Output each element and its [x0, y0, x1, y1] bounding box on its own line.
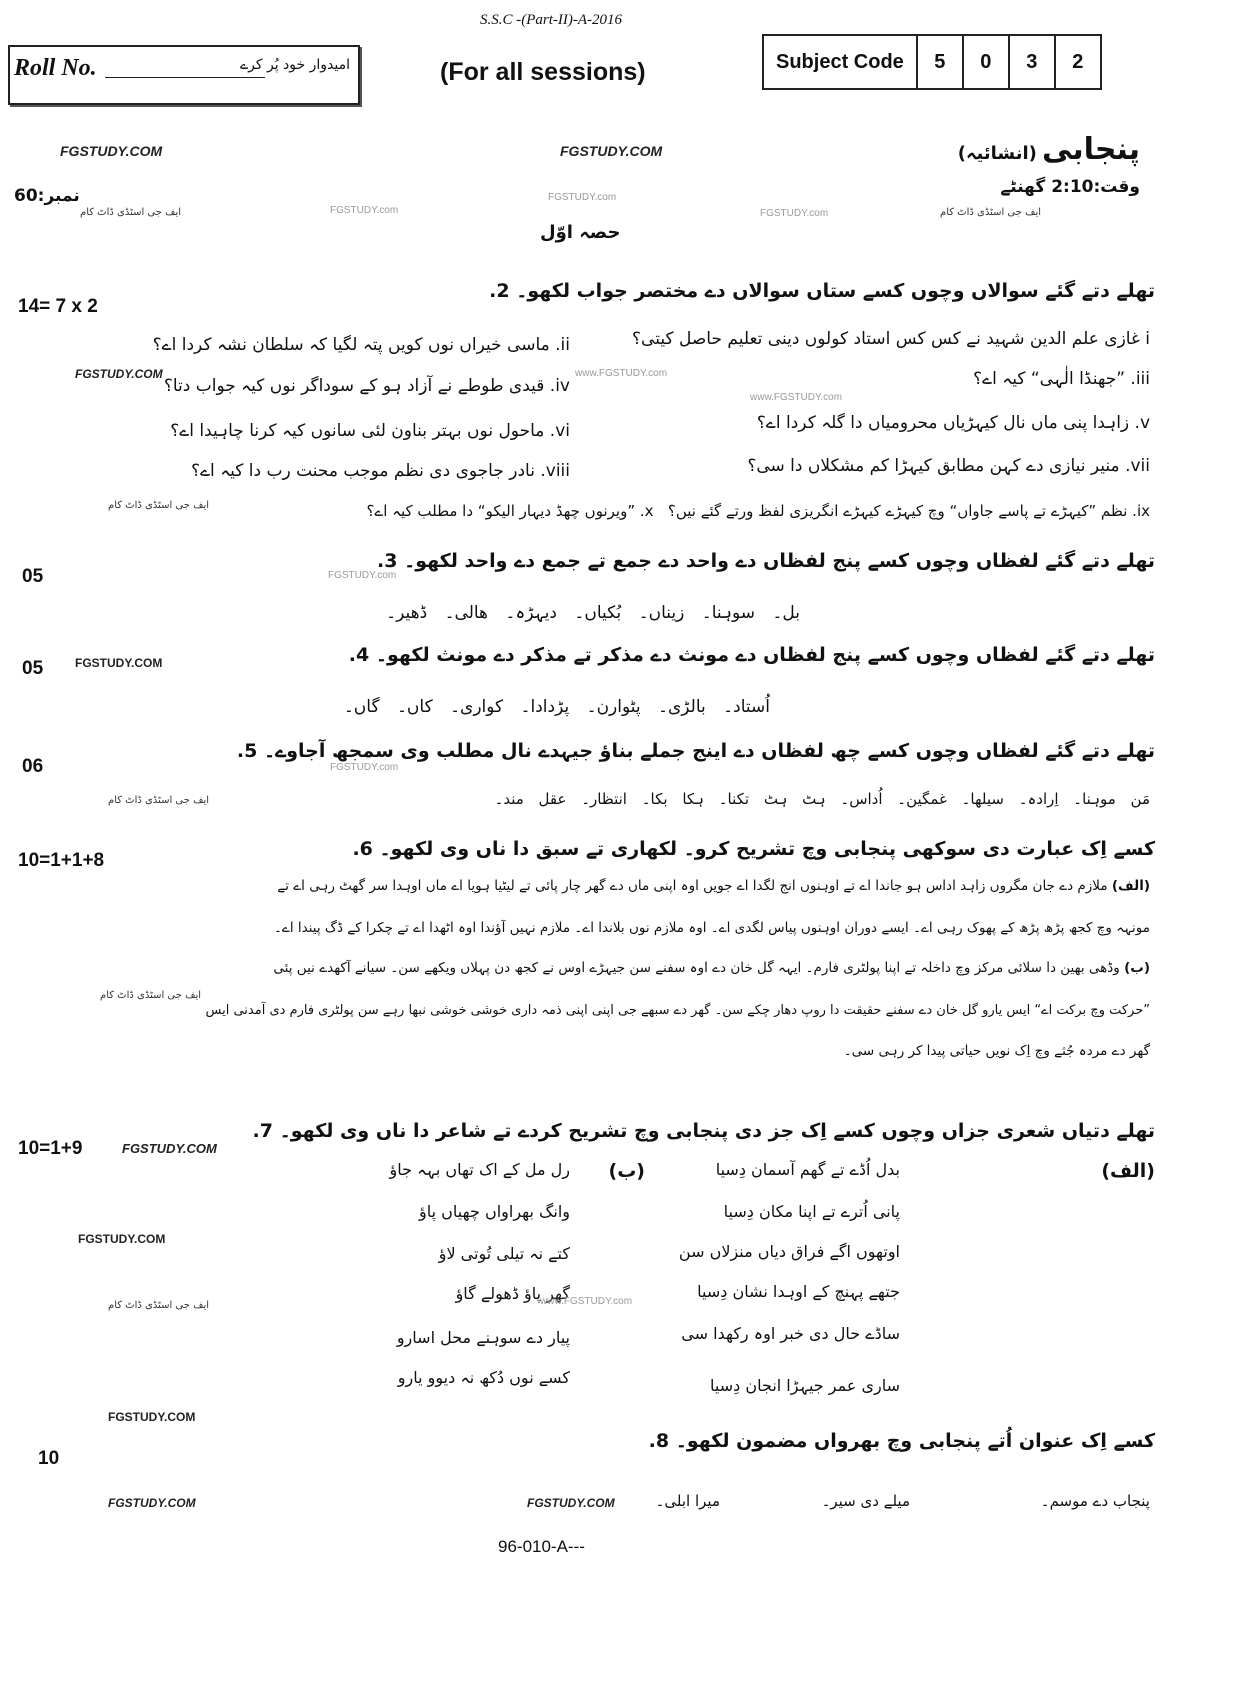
q6-passage-a-line2: مونہہ وچ کجھ پڑھ پڑھ کے پھوک رہی اے۔ ایسے دوران اوہنوں پیاس لگدی اے۔ اوہ ملازم نوں بلاندا اے۔ ملازم نہیں آؤندا اوہ اٹھدا اے تے چکرا کے ڈگ پیندا اے۔ — [274, 920, 1150, 936]
watermark: FGSTUDY.COM — [60, 143, 163, 159]
roll-urdu-note: امیدوار خود پُر کرے — [239, 57, 350, 73]
poem-b-line: وانگ بھراواں چھیاں پاؤ — [419, 1202, 570, 1221]
subject-code-digit: 3 — [1008, 36, 1054, 88]
q6-heading: کسے اِک عبارت دی سوکھی پنجابی وچ تشریح کرو۔ لکھاری تے سبق دا ناں وی لکھو۔ 6. — [352, 838, 1155, 860]
subject-code-digit: 2 — [1054, 36, 1100, 88]
q2-heading — [489, 280, 1155, 302]
q4-marks: 05 — [22, 658, 44, 679]
subject-name: پنجابی — [1041, 132, 1140, 167]
watermark-urdu: ایف جی اسٹڈی ڈاٹ کام — [940, 207, 1042, 218]
poem-b-line: کسے نوں دُکھ نہ دیوو یارو — [397, 1368, 570, 1387]
watermark: FGSTUDY.COM — [78, 1232, 166, 1246]
q7-part-a-label: (الف) — [1101, 1160, 1155, 1182]
q2-item-vi: vi. ماحول نوں بہتر بناون لئی سانوں کیہ کرنا چاہیدا اے؟ — [170, 421, 570, 441]
roll-label: Roll No. — [14, 55, 97, 81]
q6-passage-b-line1: (ب) وڈھی بھین دا سلائی مرکز وچ داخلہ تے اپنا پولٹری فارم۔ ایہہ گل خان دے اوہ سفنے سن جیہڑے اوس نے کجھ دن پہلاں ویکھے سن۔ سیانے آکھدے نیں پئی — [273, 960, 1150, 976]
watermark-urdu: ایف جی اسٹڈی ڈاٹ کام — [100, 990, 202, 1001]
watermark-urdu: ایف جی اسٹڈی ڈاٹ کام — [80, 207, 182, 218]
q7-heading: تھلے دتیاں شعری جزاں وچوں کسے اِک جز دی پنجابی وچ تشریح کردے تے شاعر دا ناں وی لکھو۔ 7. — [252, 1120, 1155, 1142]
footer-code: 96-010-A--- — [498, 1537, 585, 1556]
watermark: www.FGSTUDY.com — [540, 1296, 633, 1307]
poem-b-line: پیار دے سوہنے محل اسارو — [396, 1328, 570, 1347]
time-allowed: وقت:2:10 گھنٹے — [1000, 177, 1140, 197]
q5-words: مَن موہنا۔ اِرادہ۔ سیلھا۔ غمگین۔ اُداس۔ ہٹ ہٹ تکنا۔ ہکا بکا۔ انتظار۔ عقل مند۔ — [494, 790, 1150, 808]
subject-code-digit: 0 — [962, 36, 1008, 88]
watermark: FGSTUDY.COM — [75, 367, 163, 381]
poem-a-line: پانی اُترے تے اپنا مکان دِسیا — [723, 1202, 900, 1221]
poem-a-line: اوتھوں اگے فراق دیاں منزلاں سن — [678, 1242, 900, 1261]
essay-topic: میلے دی سیر۔ — [821, 1492, 910, 1510]
watermark: FGSTUDY.com — [330, 762, 399, 773]
subject-title — [958, 132, 1140, 167]
watermark: FGSTUDY.COM — [122, 1141, 217, 1156]
q2-marks: 14= 7 x 2 — [18, 296, 98, 317]
q2-text: تھلے دتے گئے سوالاں وچوں کسے ستاں سوالاں دے مختصر جواب لکھو۔ — [516, 280, 1155, 302]
q6-marks: 10=1+1+8 — [18, 850, 105, 871]
essay-topic: پنجاب دے موسم۔ — [1040, 1492, 1150, 1510]
watermark: FGSTUDY.com — [328, 570, 397, 581]
q2-item-v: v. زاہدا پنی ماں نال کیہڑیاں محرومیاں دا گلہ کردا اے؟ — [756, 413, 1150, 433]
subject-code-label: Subject Code — [776, 50, 904, 73]
essay-topic: میرا ابلی۔ — [655, 1492, 720, 1510]
poem-a-line: بدل اُڈے تے گھم آسمان دِسیا — [715, 1160, 900, 1179]
watermark: FGSTUDY.COM — [527, 1496, 615, 1510]
q2-item-ii: ii. ماسی خیراں نوں کویں پتہ لگیا کہ سلطان نشہ کردا اے؟ — [152, 335, 570, 355]
q2-item-ix-x: ix. نظم ”کیہڑے تے پاسے جاواں“ وچ کیہڑے کیہڑے انگریزی لفظ ورتے گئے نیں؟ x. ”ویرنوں چھڈ دیہار الیکو“ دا مطلب کیہ اے؟ — [366, 502, 1150, 520]
watermark: FGSTUDY.com — [330, 205, 399, 216]
poem-a-line: ساری عمر جیہڑا انجان دِسیا — [710, 1376, 900, 1395]
subject-code-box — [762, 34, 1102, 90]
exam-title: S.S.C -(Part-II)-A-2016 — [480, 12, 623, 28]
total-marks: نمبر:60 — [14, 186, 80, 206]
q7-marks: 10=1+9 — [18, 1138, 83, 1159]
watermark: FGSTUDY.com — [548, 192, 617, 203]
watermark: FGSTUDY.COM — [75, 656, 163, 670]
watermark: FGSTUDY.COM — [108, 1410, 196, 1424]
poem-b-line: کتے نہ تیلی تُوتی لاؤ — [438, 1244, 570, 1263]
section-title: حصہ اوّل — [540, 222, 621, 243]
poem-b-line: رل مل کے اک تھاں بہہ جاؤ — [389, 1160, 570, 1179]
watermark: FGSTUDY.com — [760, 208, 829, 219]
watermark-urdu: ایف جی اسٹڈی ڈاٹ کام — [108, 500, 210, 511]
poem-a-line: جتھے پہنچ کے اوہدا نشان دِسیا — [697, 1282, 900, 1301]
q2-item-viii: viii. نادر جاجوی دی نظم موجب محنت رب دا کیہ اے؟ — [191, 461, 570, 481]
watermark-urdu: ایف جی اسٹڈی ڈاٹ کام — [108, 1300, 210, 1311]
watermark: FGSTUDY.COM — [560, 143, 663, 159]
q4-words: اُستاد۔ بالڑی۔ پٹوارن۔ پڑدادا۔ کواری۔ کاں۔ گاں۔ — [343, 697, 770, 717]
q6-passage-a-line1: (الف) ملازم دے جان مگروں زاہد اداس ہو جاندا اے تے اوہنوں انج لگدا اے جویں اوہ اپنی ماں دے گھر چار پائی تے لیٹیا ہویا اے ماں اوہدا سر گھٹ رہی اے تے — [277, 878, 1150, 894]
q2-item-vii: vii. منیر نیازی دے کہن مطابق کیہڑا کم مشکلاں دا سی؟ — [747, 456, 1150, 476]
watermark: www.FGSTUDY.com — [575, 368, 668, 379]
q2-item-iv: iv. قیدی طوطے نے آزاد ہو کے سوداگر نوں کیہ جواب دتا؟ — [163, 376, 570, 396]
roll-number-box[interactable] — [8, 45, 360, 105]
q2-number: 2. — [489, 280, 510, 302]
paper-type: (انشائیہ) — [957, 143, 1037, 164]
q7-part-b-label: (ب) — [608, 1160, 645, 1182]
q8-heading: کسے اِک عنوان اُتے پنجابی وچ بھرواں مضمون لکھو۔ 8. — [648, 1430, 1155, 1452]
q2-item-iii: iii. ”جھنڈا الٰہی“ کیہ اے؟ — [973, 369, 1150, 389]
q3-words: بل۔ سوہنا۔ زیناں۔ بُکیاں۔ دیہڑہ۔ ھالی۔ ڈھیر۔ — [386, 603, 800, 623]
watermark: www.FGSTUDY.com — [750, 392, 843, 403]
sessions-label: (For all sessions) — [440, 58, 646, 86]
roll-input-line[interactable] — [105, 77, 265, 78]
poem-b-line: گھر پاؤ ڈھولے گاؤ — [455, 1284, 570, 1303]
watermark: FGSTUDY.COM — [108, 1496, 196, 1510]
q3-marks: 05 — [22, 566, 44, 587]
q5-heading: تھلے دتے گئے لفظاں وچوں کسے چھ لفظاں دے اینج جملے بناؤ جیہدے نال مطلب وی سمجھ آجاوے۔ 5. — [236, 740, 1155, 762]
poem-a-line: ساڈے حال دی خبر اوہ رکھدا سی — [681, 1324, 900, 1343]
q8-marks: 10 — [38, 1448, 60, 1469]
q6-passage-b-line3: گھر دے مردہ جُثے وچ اِک نویں حیاتی پیدا کر رہی سی۔ — [843, 1043, 1150, 1059]
watermark-urdu: ایف جی اسٹڈی ڈاٹ کام — [108, 795, 210, 806]
q4-heading: تھلے دتے گئے لفظاں وچوں کسے پنج لفظاں دے مونث دے مذکر تے مذکر دے مونث لکھو۔ 4. — [348, 644, 1155, 666]
subject-code-digit: 5 — [916, 36, 962, 88]
q6-passage-b-line2: ”حرکت وچ برکت اے“ ایس یارو گل خان دے سفنے حقیقت دا روپ دھار چکے سن۔ گھر دے سبھے جی اپنی اپنی ذمہ داری خوشی خوشی نبھا رہے سن پولٹری فارم دی آمدنی ایس — [205, 1003, 1150, 1018]
q5-marks: 06 — [22, 756, 44, 777]
q2-item-i: i غازی علم الدین شہید نے کس کس استاد کولوں دینی تعلیم حاصل کیتی؟ — [632, 329, 1150, 349]
q3-heading: تھلے دتے گئے لفظاں وچوں کسے پنج لفظاں دے واحد دے جمع تے جمع دے واحد لکھو۔ 3. — [377, 550, 1155, 572]
